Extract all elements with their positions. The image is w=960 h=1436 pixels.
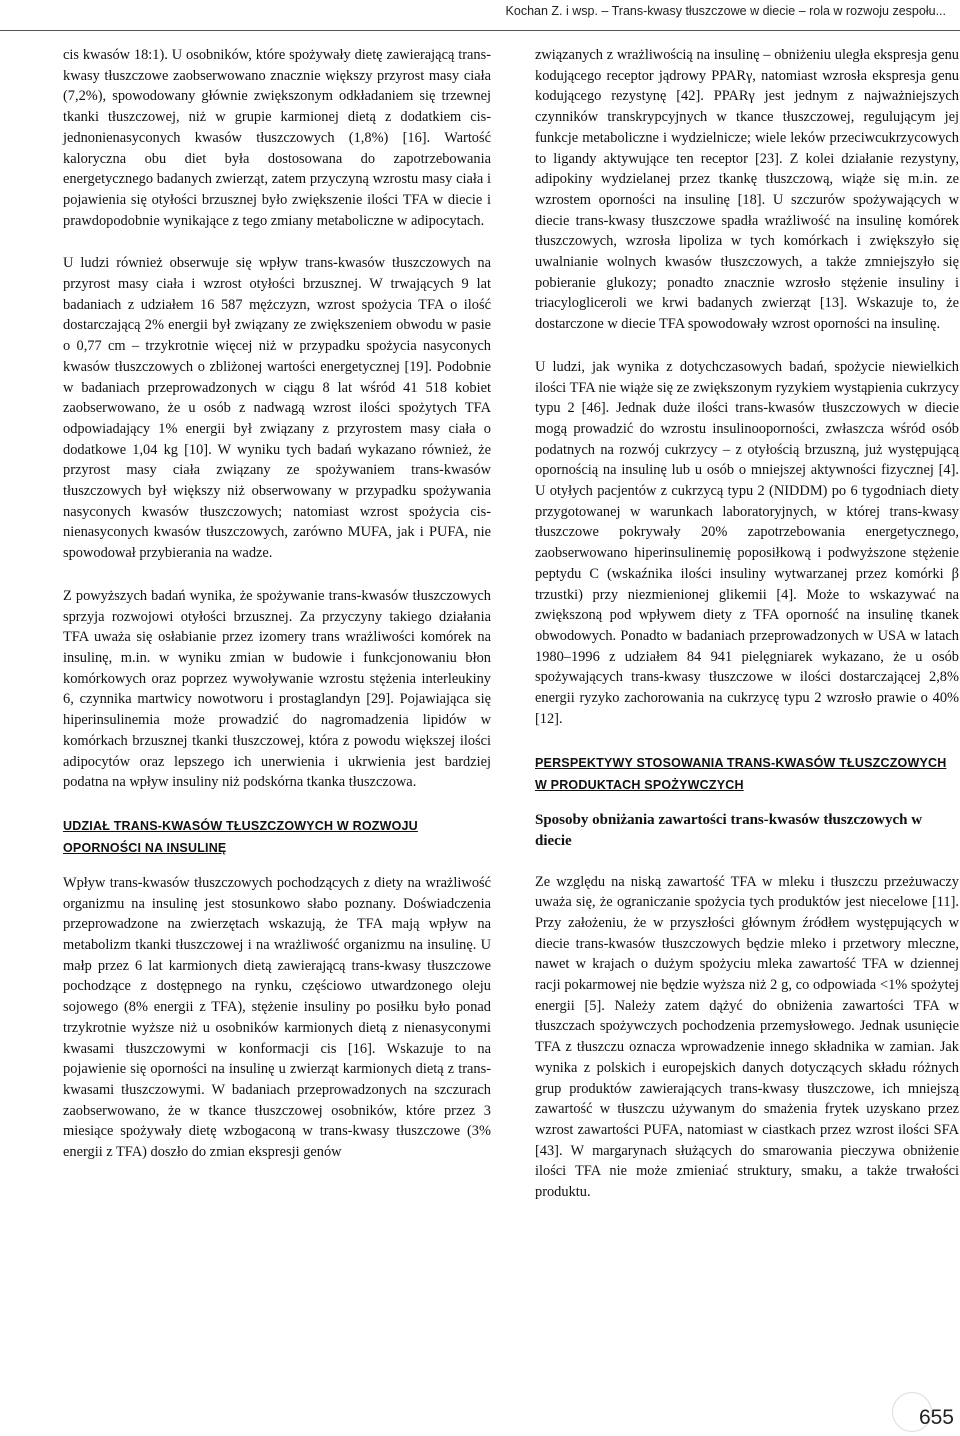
paragraph: U ludzi, jak wynika z dotychczasowych badań, spożycie niewielkich ilości TFA nie wiąże się ze zwiększonym ryzykiem wystąpienia cukrzycy typu 2 [46]. Jednak duże ilości trans-kwasów tłuszczowych w diecie mogą prowadzić do wzrostu insulinooporności, zwłaszcza wśród osób podatnych na rozwój cukrzycy – z otyłością brzuszną, już występującą opornością na insulinę lub u osób o mniejszej aktywności fizycznej [4]. U otyłych pacjentów z cukrzycą typu 2 (NIDDM) po 6 tygodniach diety przygotowanej w warunkach laboratoryjnych, w której trans-kwasy tłuszczowe pokrywały 20% zapotrzebowania energetycznego, zaobserwowano hiperinsulinemię poposiłkową i podwyższone stężenie peptydu C (wskaźnika ilości insuliny wytwarzanej przez komórki β trzustki) przy niezmienionej glikemii [4]. Może to wskazywać na zwiększoną pod wpływem diety z TFA oporność na insulinę tkanek obwodowych. Ponadto w badaniach przeprowadzonych w USA w latach 1980–1996 z udziałem 84 941 pielęgniarek wykazano, że u osób spożywających trans-kwasy tłuszczowe w ilości dostarczającej 2,8% energii ryzyko zachorowania na cukrzycę typu 2 wzrosło prawie o 40% [12]. — [535, 358, 959, 727]
paragraph: związanych z wrażliwością na insulinę – obniżeniu uległa ekspresja genu kodującego receptor jądrowy PPARγ, natomiast wzrosła ekspresja genu kodującego rezystynę [42]. PPARγ jest jednym z najważniejszych czynników transkrypcyjnych w tkance tłuszczowej, regulującym jej funkcje metaboliczne i wydzielnicze; wiele leków przeciwcukrzycowych to ligandy aktywujące ten receptor [23]. Z kolei działanie rezystyny, adipokiny wydzielanej przez tkankę tłuszczową, wiąże się m.in. ze wzrostem oporności na insulinę [18]. U szczurów spożywających w diecie trans-kwasy tłuszczowe spadła wrażliwość na insulinę komórek tłuszczowych, wzrosła lipoliza w tych komórkach i zwiększyło się uwalnianie wolnych kwasów tłuszczowych, a także zmniejszyło się pobieranie glukozy; ponadto znacznie wzrosło stężenie insuliny i triacylogliceroli we krwi badanych zwierząt [13]. Wskazuje to, że dostarczone w diecie TFA spowodowały wzrost oporności na insulinę. — [535, 47, 959, 333]
paragraph: Ze względu na niską zawartość TFA w mleku i tłuszczu przeżuwaczy uważa się, że ograniczanie spożycia tych produktów jest niecelowe [11]. Przy założeniu, że w przyszłości głównym źródłem występujących w diecie trans-kwasów tłuszczowych będzie mleko i przetwory mleczne, nawet w krajach o dużym spożyciu mleka zawartość TFA w dziennej racji pokarmowej nie będzie wyższa niż 2 g, co odpowiada <1% spożytej energii [5]. Należy zatem dążyć do obniżenia zawartości TFA w tłuszczach spożywczych pochodzenia przemysłowego. Jednak usunięcie TFA z tłuszczu oznacza wprowadzenie innego składnika w zamian. Jak wynika z polskich i europejskich danych dotyczących składu różnych grup produktów zawierających trans-kwasy tłuszczowe, ich mniejszą zawartość w tłuszczu używanym do smażenia frytek uzyskano przez wzrost zawartości PUFA, natomiast w ciastkach przez wzrost ilości SFA [43]. W margarynach służących do smarowania pieczywa obniżenie ilości TFA nie może zmieniać struktury, smaku, a także trwałości produktu. — [535, 873, 959, 1201]
paragraph: Wpływ trans-kwasów tłuszczowych pochodzących z diety na wrażliwość organizmu na insulinę jest stosunkowo słabo poznany. Doświadczenia przeprowadzone na zwierzętach wskazują, że TFA mają wpływ na metabolizm tkanki tłuszczowej i na wrażliwość organizmu na insulinę. U małp przez 6 lat karmionych dietą zawierającą trans-kwasy tłuszczowe pochodzące z dostępnego na rynku, częściowo utwardzonego oleju sojowego (8% energii z TFA), stężenie insuliny po posiłku było ponad trzykrotnie wyższe niż u osobników karmionych dietą z nienasyconymi kwasami tłuszczowymi w konformacji cis [16]. Wskazuje to na pojawienie się oporności na insulinę u zwierząt karmionych dietą z trans-kwasami tłuszczowymi. W badaniach przeprowadzonych na szczurach zaobserwowano, że w tkance tłuszczowej osobników, które przez 3 miesiące spożywały dietę wzbogaconą w trans-kwasy tłuszczowe (3% energii z TFA) doszło do zmian ekspresji genów — [63, 874, 491, 1161]
page-number: 655 — [918, 1406, 954, 1429]
section-heading: UDZIAŁ TRANS-KWASÓW TŁUSZCZOWYCH W ROZWOJU OPORNOŚCI NA INSULINĘ — [63, 818, 418, 855]
right-column — [535, 45, 959, 1203]
paragraph: Z powyższych badań wynika, że spożywanie trans-kwasów tłuszczowych sprzyja rozwojowi otyłości brzusznej. Za przyczyny takiego działania TFA uważa się osłabianie przez izomery trans wrażliwości komórek na insulinę, m.in. w wyniku zmian w budowie i funkcjonowaniu błon komórkowych oraz poprzez wywoływanie wzrostu stężenia interleukiny 6, czynnika martwicy nowotworu i prostaglandyn [29]. Pojawiająca się hiperinsulinemia może prowadzić do nagromadzenia lipidów w komórkach brzusznej tkanki tłuszczowej, która z powodu większej ilości adipocytów oraz lepszego ich unerwienia i ukrwienia jest bardziej podatna na wpływ insuliny niż podskórna tkanka tłuszczowa. — [63, 587, 491, 791]
paragraph: cis kwasów 18:1). U osobników, które spożywały dietę zawierającą trans-kwasy tłuszczowe zaobserwowano znacznie większy przyrost masy ciała (7,2%), spowodowany głównie zwiększonym odkładaniem się trzewnej tkanki tłuszczowej, niż w grupie karmionej dietą z dodatkiem cis-jednonienasyconych kwasów tłuszczowych (1,8%) [16]. Wartość kaloryczna obu diet była dostosowana do zapotrzebowania energetycznego badanych zwierząt, zatem przyczyną wzrostu masy ciała i pojawienia się otyłości brzusznej było zwiększenie ilości TFA w diecie i prawdopodobnie wynikające z tego zmiany metaboliczne w adipocytach. — [63, 47, 491, 229]
left-column — [63, 45, 491, 1163]
section-heading: PERSPEKTYWY STOSOWANIA TRANS-KWASÓW TŁUSZCZOWYCH W PRODUKTACH SPOŻYWCZYCH — [535, 755, 947, 792]
subsection-heading: Sposoby obniżania zawartości trans-kwasów tłuszczowych w diecie — [535, 811, 923, 849]
running-header — [0, 0, 960, 31]
paragraph: U ludzi również obserwuje się wpływ trans-kwasów tłuszczowych na przyrost masy ciała i wzrost otyłości brzusznej. W trwających 9 lat badaniach z udziałem 16 587 mężczyzn, wzrost spożycia TFA o ilość dostarczającą 2% energii był związany ze zwiększeniem obwodu w pasie o 0,77 cm – trzykrotnie więcej niż w przypadku spożycia nasyconych kwasów tłuszczowych o zbliżonej wartości energetycznej [19]. Podobnie w badaniach przeprowadzonych w ciągu 8 lat wśród 41 518 kobiet zaobserwowano, że u osób z nadwagą wzrost ilości spożytych TFA odpowiadający 1% energii był związany z przyrostem masy ciała o dodatkowe 1,04 kg [10]. W wyniku tych badań wykazano również, że przyrost masy ciała związany ze spożywaniem trans-kwasów tłuszczowych był większy niż obserwowany w przypadku spożywania nasyconych kwasów tłuszczowych; natomiast wzrost spożycia cis-nienasyconych kwasów tłuszczowych, zarówno MUFA, jak i PUFA, nie spowodował przybierania na wadze. — [63, 255, 491, 562]
running-title: Kochan Z. i wsp. – Trans-kwasy tłuszczowe w diecie – rola w rozwoju zespołu... — [505, 4, 946, 18]
